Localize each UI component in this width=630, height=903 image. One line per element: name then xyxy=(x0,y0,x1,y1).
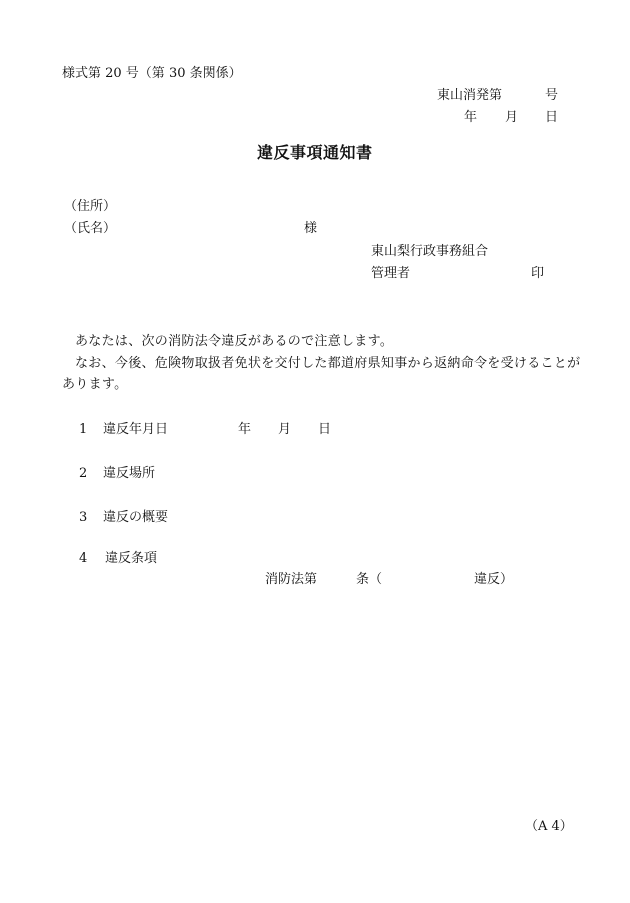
paper-size: （A 4） xyxy=(525,819,573,834)
doc-number-prefix: 東山消発第 xyxy=(437,88,503,103)
form-number: 様式第 20 号（第 30 条関係） xyxy=(62,66,242,81)
issuer-organization: 東山梨行政事務組合 xyxy=(371,244,489,259)
item-1-label: 違反年月日 xyxy=(103,422,169,437)
issuer-title: 管理者 xyxy=(371,266,411,281)
item-1-number: 1 xyxy=(79,422,88,437)
violation-law: 消防法第 xyxy=(265,572,318,587)
item-1-month: 月 xyxy=(278,422,292,437)
violation-article: 条（ xyxy=(356,572,383,587)
date-month: 月 xyxy=(505,110,519,125)
honorific: 様 xyxy=(304,221,318,236)
item-3-label: 違反の概要 xyxy=(103,510,169,525)
doc-number-suffix: 号 xyxy=(545,88,559,103)
body-paragraph-1: あなたは、次の消防法令違反があるので注意します。 xyxy=(75,334,394,349)
body-paragraph-2: なお、今後、危険物取扱者免状を交付した都道府県知事から返納命令を受けることがあります。 xyxy=(62,356,581,392)
violation-close: 違反） xyxy=(474,572,514,587)
document-title: 違反事項通知書 xyxy=(257,143,373,162)
item-4-label: 違反条項 xyxy=(105,551,158,566)
name-label: （氏名） xyxy=(64,221,117,236)
date-year: 年 xyxy=(464,110,478,125)
item-3-number: 3 xyxy=(79,510,88,525)
item-1-day: 日 xyxy=(318,422,332,437)
item-1-year: 年 xyxy=(238,422,252,437)
item-4-number: 4 xyxy=(79,551,88,566)
address-label: （住所） xyxy=(64,199,117,214)
item-2-number: 2 xyxy=(79,466,88,481)
item-2-label: 違反場所 xyxy=(103,466,156,481)
seal-mark: 印 xyxy=(531,266,545,281)
date-day: 日 xyxy=(545,110,559,125)
